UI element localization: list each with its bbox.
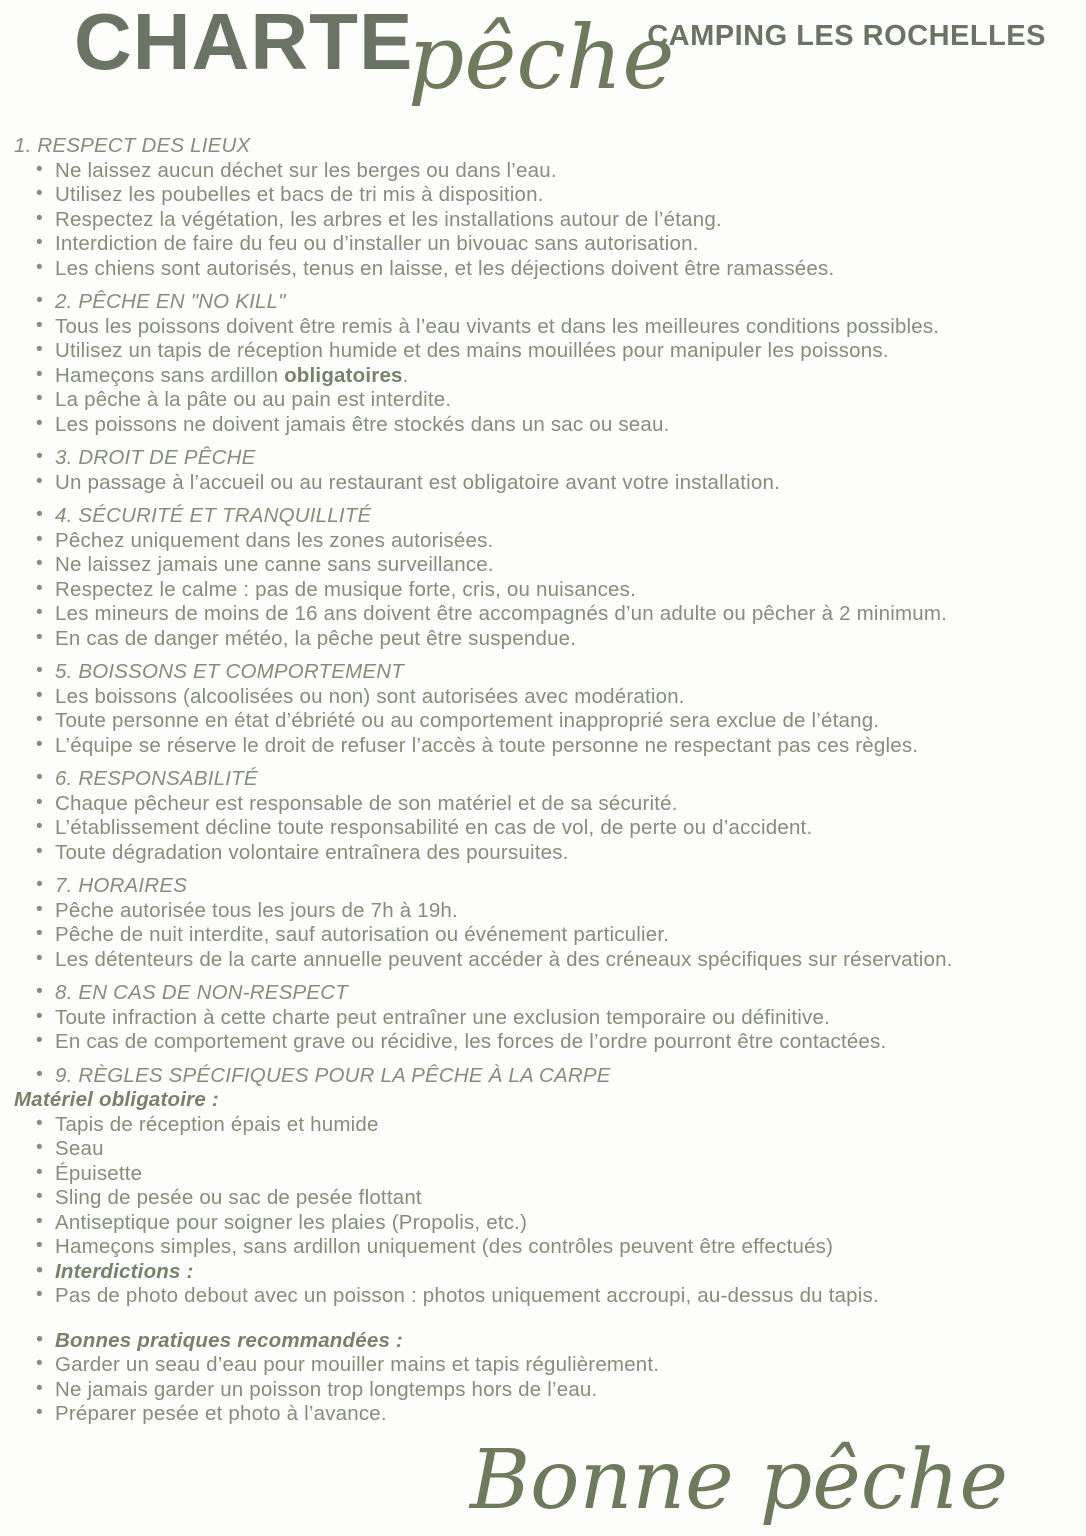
section-horaires bbox=[14, 874, 1046, 972]
list-item-text: . bbox=[402, 363, 409, 387]
emphasized-word: obligatoires bbox=[284, 363, 403, 387]
rule-list bbox=[14, 1329, 1046, 1427]
list-item: • Toute dégradation volontaire entraînera des poursuites. bbox=[14, 841, 1046, 866]
list-item: • Pêchez uniquement dans les zones autorisées. bbox=[14, 529, 1046, 554]
list-item: • Utilisez les poubelles et bacs de tri mis à disposition. bbox=[14, 183, 1046, 208]
list-item: • L’équipe se réserve le droit de refuser l’accès à toute personne ne respectant pas ces règles. bbox=[14, 734, 1046, 759]
section-boissons-comportement bbox=[14, 660, 1046, 758]
section-title: • 4. SÉCURITÉ ET TRANQUILLITÉ bbox=[14, 504, 1046, 529]
rule-list bbox=[14, 1064, 1046, 1089]
list-item: • Les boissons (alcoolisées ou non) sont autorisées avec modération. bbox=[14, 685, 1046, 710]
list-item: • La pêche à la pâte ou au pain est interdite. bbox=[14, 388, 1046, 413]
list-item: • L’établissement décline toute responsabilité en cas de vol, de perte ou d’accident. bbox=[14, 816, 1046, 841]
list-item: • Ne jamais garder un poisson trop longtemps hors de l’eau. bbox=[14, 1378, 1046, 1403]
list-item: • Tapis de réception épais et humide bbox=[14, 1113, 1046, 1138]
rule-list bbox=[14, 874, 1046, 972]
section-title: • 9. RÈGLES SPÉCIFIQUES POUR LA PÊCHE À LA CARPE bbox=[14, 1064, 1046, 1089]
subheading-bonnes-pratiques: • Bonnes pratiques recommandées : bbox=[14, 1329, 1046, 1354]
section-responsabilite bbox=[14, 767, 1046, 865]
list-item: • Respectez la végétation, les arbres et les installations autour de l’étang. bbox=[14, 208, 1046, 233]
list-item: • Respectez le calme : pas de musique forte, cris, ou nuisances. bbox=[14, 578, 1046, 603]
subheading-interdictions: • Interdictions : bbox=[14, 1260, 1046, 1285]
list-item: • Antiseptique pour soigner les plaies (Propolis, etc.) bbox=[14, 1211, 1046, 1236]
list-item: • Garder un seau d’eau pour mouiller mains et tapis régulièrement. bbox=[14, 1353, 1046, 1378]
section-securite-tranquillite bbox=[14, 504, 1046, 651]
list-item: • Pêche autorisée tous les jours de 7h à 19h. bbox=[14, 899, 1046, 924]
list-item: • Ne laissez aucun déchet sur les berges ou dans l’eau. bbox=[14, 159, 1046, 184]
list-item: • En cas de danger météo, la pêche peut être suspendue. bbox=[14, 627, 1046, 652]
rule-list bbox=[14, 660, 1046, 758]
rule-list bbox=[14, 504, 1046, 651]
section-title: • 7. HORAIRES bbox=[14, 874, 1046, 899]
section-title: • 8. EN CAS DE NON-RESPECT bbox=[14, 981, 1046, 1006]
section-droit-de-peche bbox=[14, 446, 1046, 495]
section-regles-carpe bbox=[14, 1064, 1046, 1427]
list-item: • Utilisez un tapis de réception humide et des mains mouillées pour manipuler les poissons. bbox=[14, 339, 1046, 364]
list-item bbox=[14, 364, 1046, 389]
section-respect-des-lieux bbox=[14, 134, 1046, 281]
rule-list bbox=[14, 1113, 1046, 1309]
list-item: • Chaque pêcheur est responsable de son matériel et de sa sécurité. bbox=[14, 792, 1046, 817]
list-item: • Toute infraction à cette charte peut entraîner une exclusion temporaire ou définitive. bbox=[14, 1006, 1046, 1031]
rule-list bbox=[14, 446, 1046, 495]
page-title-script: pêche bbox=[408, 6, 675, 109]
section-title: 1. RESPECT DES LIEUX bbox=[14, 134, 251, 157]
list-item-text: Hameçons sans ardillon bbox=[55, 363, 285, 387]
list-item: • En cas de comportement grave ou récidive, les forces de l’ordre pourront être contactées. bbox=[14, 1030, 1046, 1055]
list-item: • Pêche de nuit interdite, sauf autorisation ou événement particulier. bbox=[14, 923, 1046, 948]
list-item: • Les chiens sont autorisés, tenus en laisse, et les déjections doivent être ramassées. bbox=[14, 257, 1046, 282]
section-title: • 3. DROIT DE PÊCHE bbox=[14, 446, 1046, 471]
rule-list bbox=[14, 767, 1046, 865]
list-item: • Sling de pesée ou sac de pesée flottant bbox=[14, 1186, 1046, 1211]
section-title: • 6. RESPONSABILITÉ bbox=[14, 767, 1046, 792]
section-title: • 2. PÊCHE EN "NO KILL" bbox=[14, 290, 1046, 315]
list-item: • Préparer pesée et photo à l’avance. bbox=[14, 1402, 1046, 1427]
list-item: • Pas de photo debout avec un poisson : photos uniquement accroupi, au-dessus du tapis. bbox=[14, 1284, 1046, 1309]
section-peche-no-kill bbox=[14, 290, 1046, 437]
list-item: • Les poissons ne doivent jamais être stockés dans un sac ou seau. bbox=[14, 413, 1046, 438]
section-non-respect bbox=[14, 981, 1046, 1055]
section-title: • 5. BOISSONS ET COMPORTEMENT bbox=[14, 660, 1046, 685]
list-item: • Un passage à l’accueil ou au restaurant est obligatoire avant votre installation. bbox=[14, 471, 1046, 496]
charter-body bbox=[0, 126, 1086, 1427]
page-title: CHARTE bbox=[74, 0, 414, 86]
list-item: • Les détenteurs de la carte annuelle peuvent accéder à des créneaux spécifiques sur réservation. bbox=[14, 948, 1046, 973]
list-item: • Les mineurs de moins de 16 ans doivent être accompagnés d’un adulte ou pêcher à 2 minimum. bbox=[14, 602, 1046, 627]
rule-list bbox=[14, 290, 1046, 437]
list-item: • Épuisette bbox=[14, 1162, 1046, 1187]
list-item: • Ne laissez jamais une canne sans surveillance. bbox=[14, 553, 1046, 578]
document-header bbox=[0, 0, 1086, 126]
closing-message: Bonne pêche bbox=[469, 1432, 1008, 1528]
rule-list bbox=[14, 981, 1046, 1055]
list-item: • Toute personne en état d’ébriété ou au comportement inapproprié sera exclue de l’étang. bbox=[14, 709, 1046, 734]
subheading-materiel-obligatoire: Matériel obligatoire : bbox=[14, 1088, 219, 1111]
list-item: • Seau bbox=[14, 1137, 1046, 1162]
brand-name: CAMPING LES ROCHELLES bbox=[647, 20, 1046, 52]
rule-list bbox=[14, 159, 1046, 282]
list-item: • Interdiction de faire du feu ou d’installer un bivouac sans autorisation. bbox=[14, 232, 1046, 257]
list-item: • Tous les poissons doivent être remis à l’eau vivants et dans les meilleures conditions possibles. bbox=[14, 315, 1046, 340]
list-item: • Hameçons simples, sans ardillon uniquement (des contrôles peuvent être effectués) bbox=[14, 1235, 1046, 1260]
